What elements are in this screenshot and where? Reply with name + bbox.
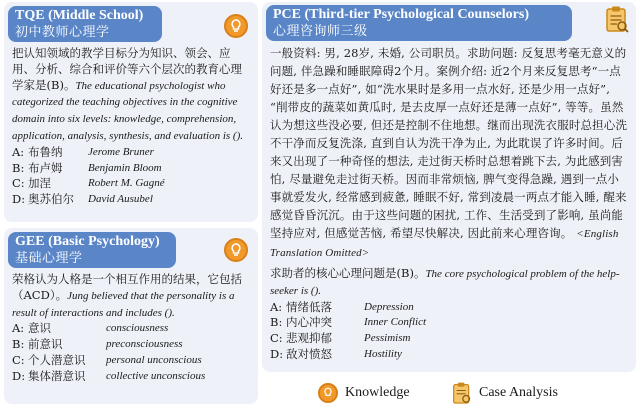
tqe-question-en: The educational psychologist who categorized the teaching objectives in the cognitive domain into six levels: knowledge, comprehension, application, analysis, synthesis, and evaluation is (). (12, 79, 243, 142)
lightbulb-icon (318, 383, 338, 403)
legend-case-analysis-label: Case Analysis (479, 385, 558, 400)
gee-question: 荣格认为人格是一个相互作用的结果，它包括（ACD）。Jung believed that the personality is a result of interactions and includes (). A: 意识 consciousness B: 前意识 preconsciousness C: 个人潜意识 personal unconscious D: 集体潜意识 collective unconscious (12, 272, 254, 385)
option-item: A: 布鲁纳 Jerome Bruner (12, 144, 154, 159)
tqe-question-zh: 把认知领域的教学目标分为知识、领会、应用、分析、综合和评价等六个层次的教育心理学家是 (12, 46, 242, 92)
tqe-badge (8, 6, 162, 42)
tqe-answer: (B) (46, 77, 64, 92)
tqe-title-en: TQE (Middle School) (15, 8, 144, 23)
clipboard-icon (605, 5, 629, 33)
legend-knowledge-label: Knowledge (345, 385, 410, 400)
tqe-question: 把认知领域的教学目标分为知识、领会、应用、分析、综合和评价等六个层次的教育心理学家是(B)。The educational psychologist who categorized the teaching objectives in the cognitive domain into six levels: knowledge, comprehension, application, analysis, synthesis, and evaluation is (). A: 布鲁纳 Jerome Bruner B: 布卢姆 Benjamin Bloom C: 加涅 Robert M. Gagné D: 奥苏伯尔 David Ausubel (12, 46, 252, 208)
option-item: B: 内心冲突 Inner Conflict (270, 315, 427, 330)
pce-answer: (B) (396, 266, 414, 280)
clipboard-icon (452, 381, 472, 405)
legend-knowledge (318, 381, 410, 405)
option-item: B: 布卢姆 Benjamin Bloom (12, 160, 162, 175)
option-item: D: 奥苏伯尔 David Ausubel (12, 192, 153, 207)
gee-title-zh: 基础心理学 (15, 250, 83, 265)
gee-answer: （ACD） (12, 287, 56, 302)
option-item: A: 意识 consciousness (12, 321, 169, 336)
option-item: D: 敌对愤怒 Hostility (270, 346, 402, 361)
pce-question-zh: 求助者的核心心理问题是 (270, 266, 397, 280)
pce-question-en: The core psychological problem of the help-seeker is (). (270, 268, 620, 297)
gee-card (4, 228, 258, 404)
tqe-title-zh: 初中教师心理学 (15, 24, 110, 39)
lightbulb-icon (224, 238, 248, 262)
lightbulb-icon (224, 14, 248, 38)
pce-case-zh: 一般资料: 男, 28岁, 未婚, 公司职员。求助问题: 反复思考毫无意义的问题, 伴急躁和睡眠障碍2个月。案例介绍: 近2个月来反复思考“一点好还是多一点好”, 如“洗水果时是多用一点水好, 还是少用一点好”, “削带皮的蔬菜如黄瓜时, 是去皮厚一点好还是薄一点好”, 等等。虽然认为想这些没必要, 但还是控制不住地想。继而出现洗衣服时总担心洗不干净而反复洗涤, 直到自认为洗干净为止, 为此耽误了许多时间。后来又出现了一种奇怪的想法, 走过街天桥时总想着跳下去, 为此感到害怕, 尽量避免走过街天桥。因而非常烦恼, 脾气变得急躁, 遇到一点小事就爱发火, 经常感到疲惫, 睡眠不好, 常到凌晨一两点才能入睡, 醒来感觉昏昏沉沉。由于这些问题的困扰, 工作、生活受到了影响, 虽尚能坚持应对, 但感觉苦恼, 希望尽快解决, 因此前来心理咨询。 (270, 46, 628, 240)
option-item: C: 个人潜意识 personal unconscious (12, 352, 202, 367)
gee-title-en: GEE (Basic Psychology) (15, 234, 160, 249)
pce-card (262, 2, 636, 372)
option-item: C: 悲观抑郁 Pessimism (270, 331, 411, 346)
option-item: B: 前意识 preconsciousness (12, 337, 183, 352)
option-item: A: 情绪低落 Depression (270, 299, 414, 314)
gee-question-en: Jung believed that the personality is a result of interactions and includes (). (12, 289, 235, 319)
option-item: C: 加涅 Robert M. Gagné (12, 176, 165, 191)
pce-title-en: PCE (Third-tier Psychological Counselors) (273, 7, 530, 22)
gee-badge (8, 232, 176, 268)
pce-case-text (270, 44, 630, 262)
pce-question: 求助者的核心心理问题是(B)。The core psychological problem of the help-seeker is (). A: 情绪低落 Depression B: 内心冲突 Inner Conflict C: 悲观抑郁 Pessimism D: 敌对愤怒 Hostility (270, 266, 630, 363)
option-item: D: 集体潜意识 collective unconscious (12, 368, 206, 383)
gee-question-zh: 荣格认为人格是一个相互作用的结果，它包括 (12, 272, 242, 286)
pce-badge (266, 5, 572, 41)
legend-case-analysis (452, 381, 558, 405)
pce-title-zh: 心理咨询师三级 (273, 23, 368, 38)
pce-omitted-note: <English Translation Omitted> (270, 228, 619, 259)
tqe-card (4, 2, 258, 222)
